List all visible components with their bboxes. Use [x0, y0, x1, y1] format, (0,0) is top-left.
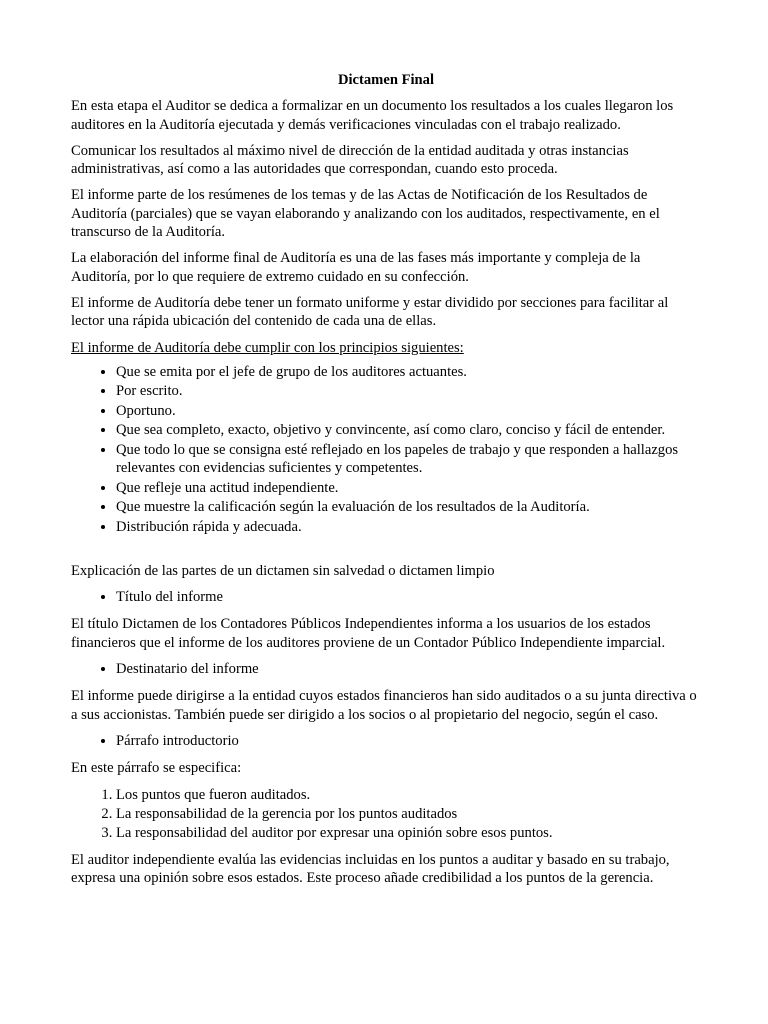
section-intro-item: 1. Los puntos que fueron auditados.: [116, 786, 701, 804]
principles-heading-text: El informe de Auditoría debe cumplir con los principios siguientes:: [71, 339, 464, 356]
section-intro-item: 3. La responsabilidad del auditor por expresar una opinión sobre esos puntos.: [116, 824, 701, 842]
document-page: [71, 71, 701, 895]
principle-item: • Que se emita por el jefe de grupo de los auditores actuantes.: [116, 363, 701, 381]
intro-paragraph: Comunicar los resultados al máximo nivel de dirección de la entidad auditada y otras instancias administrativas, así como a las autoridades que correspondan, cuando esto proceda.: [71, 142, 629, 178]
intro-paragraph: El informe de Auditoría debe tener un formato uniforme y estar dividido por secciones para facilitar al lector una rápida ubicación del contenido de cada una de ellas.: [71, 294, 669, 330]
section-intro-item: 2. La responsabilidad de la gerencia por los puntos auditados: [116, 805, 701, 823]
closing-paragraph: El auditor independiente evalúa las evidencias incluidas en los puntos a auditar y basado en su trabajo, expresa una opinión sobre esos estados. Este proceso añade credibilidad a los puntos de la gerencia.: [71, 851, 670, 887]
principle-item: • Oportuno.: [116, 402, 701, 420]
principle-item: • Que refleje una actitud independiente.: [116, 479, 701, 497]
principle-item: • Distribución rápida y adecuada.: [116, 518, 701, 536]
principles-list: [71, 363, 701, 536]
intro-paragraph: La elaboración del informe final de Auditoría es una de las fases más importante y compleja de la Auditoría, por lo que requiere de extremo cuidado en su confección.: [71, 250, 641, 285]
principle-item: • Que muestre la calificación según la evaluación de los resultados de la Auditoría.: [116, 498, 701, 516]
intro-paragraph: En esta etapa el Auditor se dedica a formalizar en un documento los resultados a los cuales llegaron los auditores en la Auditoría ejecutada y demás verificaciones vinculadas con el trabajo realizado.: [71, 98, 674, 133]
principle-item: • Que sea completo, exacto, objetivo y convincente, así como claro, conciso y fácil de entender.: [116, 421, 701, 439]
principle-item: • Que todo lo que se consigna esté reflejado en los papeles de trabajo y que responden a hallazgos relevantes con evidencias suficientes y competentes.: [116, 441, 701, 478]
explanation-heading: Explicación de las partes de un dictamen sin salvedad o dictamen limpio: [71, 562, 495, 579]
intro-paragraph: El informe parte de los resúmenes de los temas y de las Actas de Notificación de los Resultados de Auditoría (parciales) que se vayan elaborando y analizando con los auditados, respectivamente, en el transcurso de la Auditoría.: [71, 187, 660, 241]
section-intro-lead: En este párrafo se especifica:: [71, 760, 242, 777]
principle-item: • Por escrito.: [116, 382, 701, 400]
section-recipient-text: El informe puede dirigirse a la entidad cuyos estados financieros han sido auditados o a su junta directiva o a sus accionistas. También puede ser dirigido a los socios o al propietario del negocio, según el caso.: [71, 688, 697, 723]
principles-heading: [71, 339, 701, 357]
section-intro-list: [71, 786, 701, 843]
section-title-bullet-list: [71, 588, 701, 606]
section-recipient-bullet: • Destinatario del informe: [116, 660, 701, 678]
section-title-text: El título Dictamen de los Contadores Públicos Independientes informa a los usuarios de los estados financieros que el informe de los auditores proviene de un Contador Público Independiente imparcial.: [71, 616, 666, 651]
spacer: [71, 544, 701, 562]
section-recipient-bullet-list: [71, 660, 701, 678]
section-title-bullet: • Título del informe: [116, 588, 701, 606]
section-intro-bullet-list: [71, 732, 701, 750]
section-intro-bullet: • Párrafo introductorio: [116, 732, 701, 750]
document-title: Dictamen Final: [337, 72, 435, 88]
